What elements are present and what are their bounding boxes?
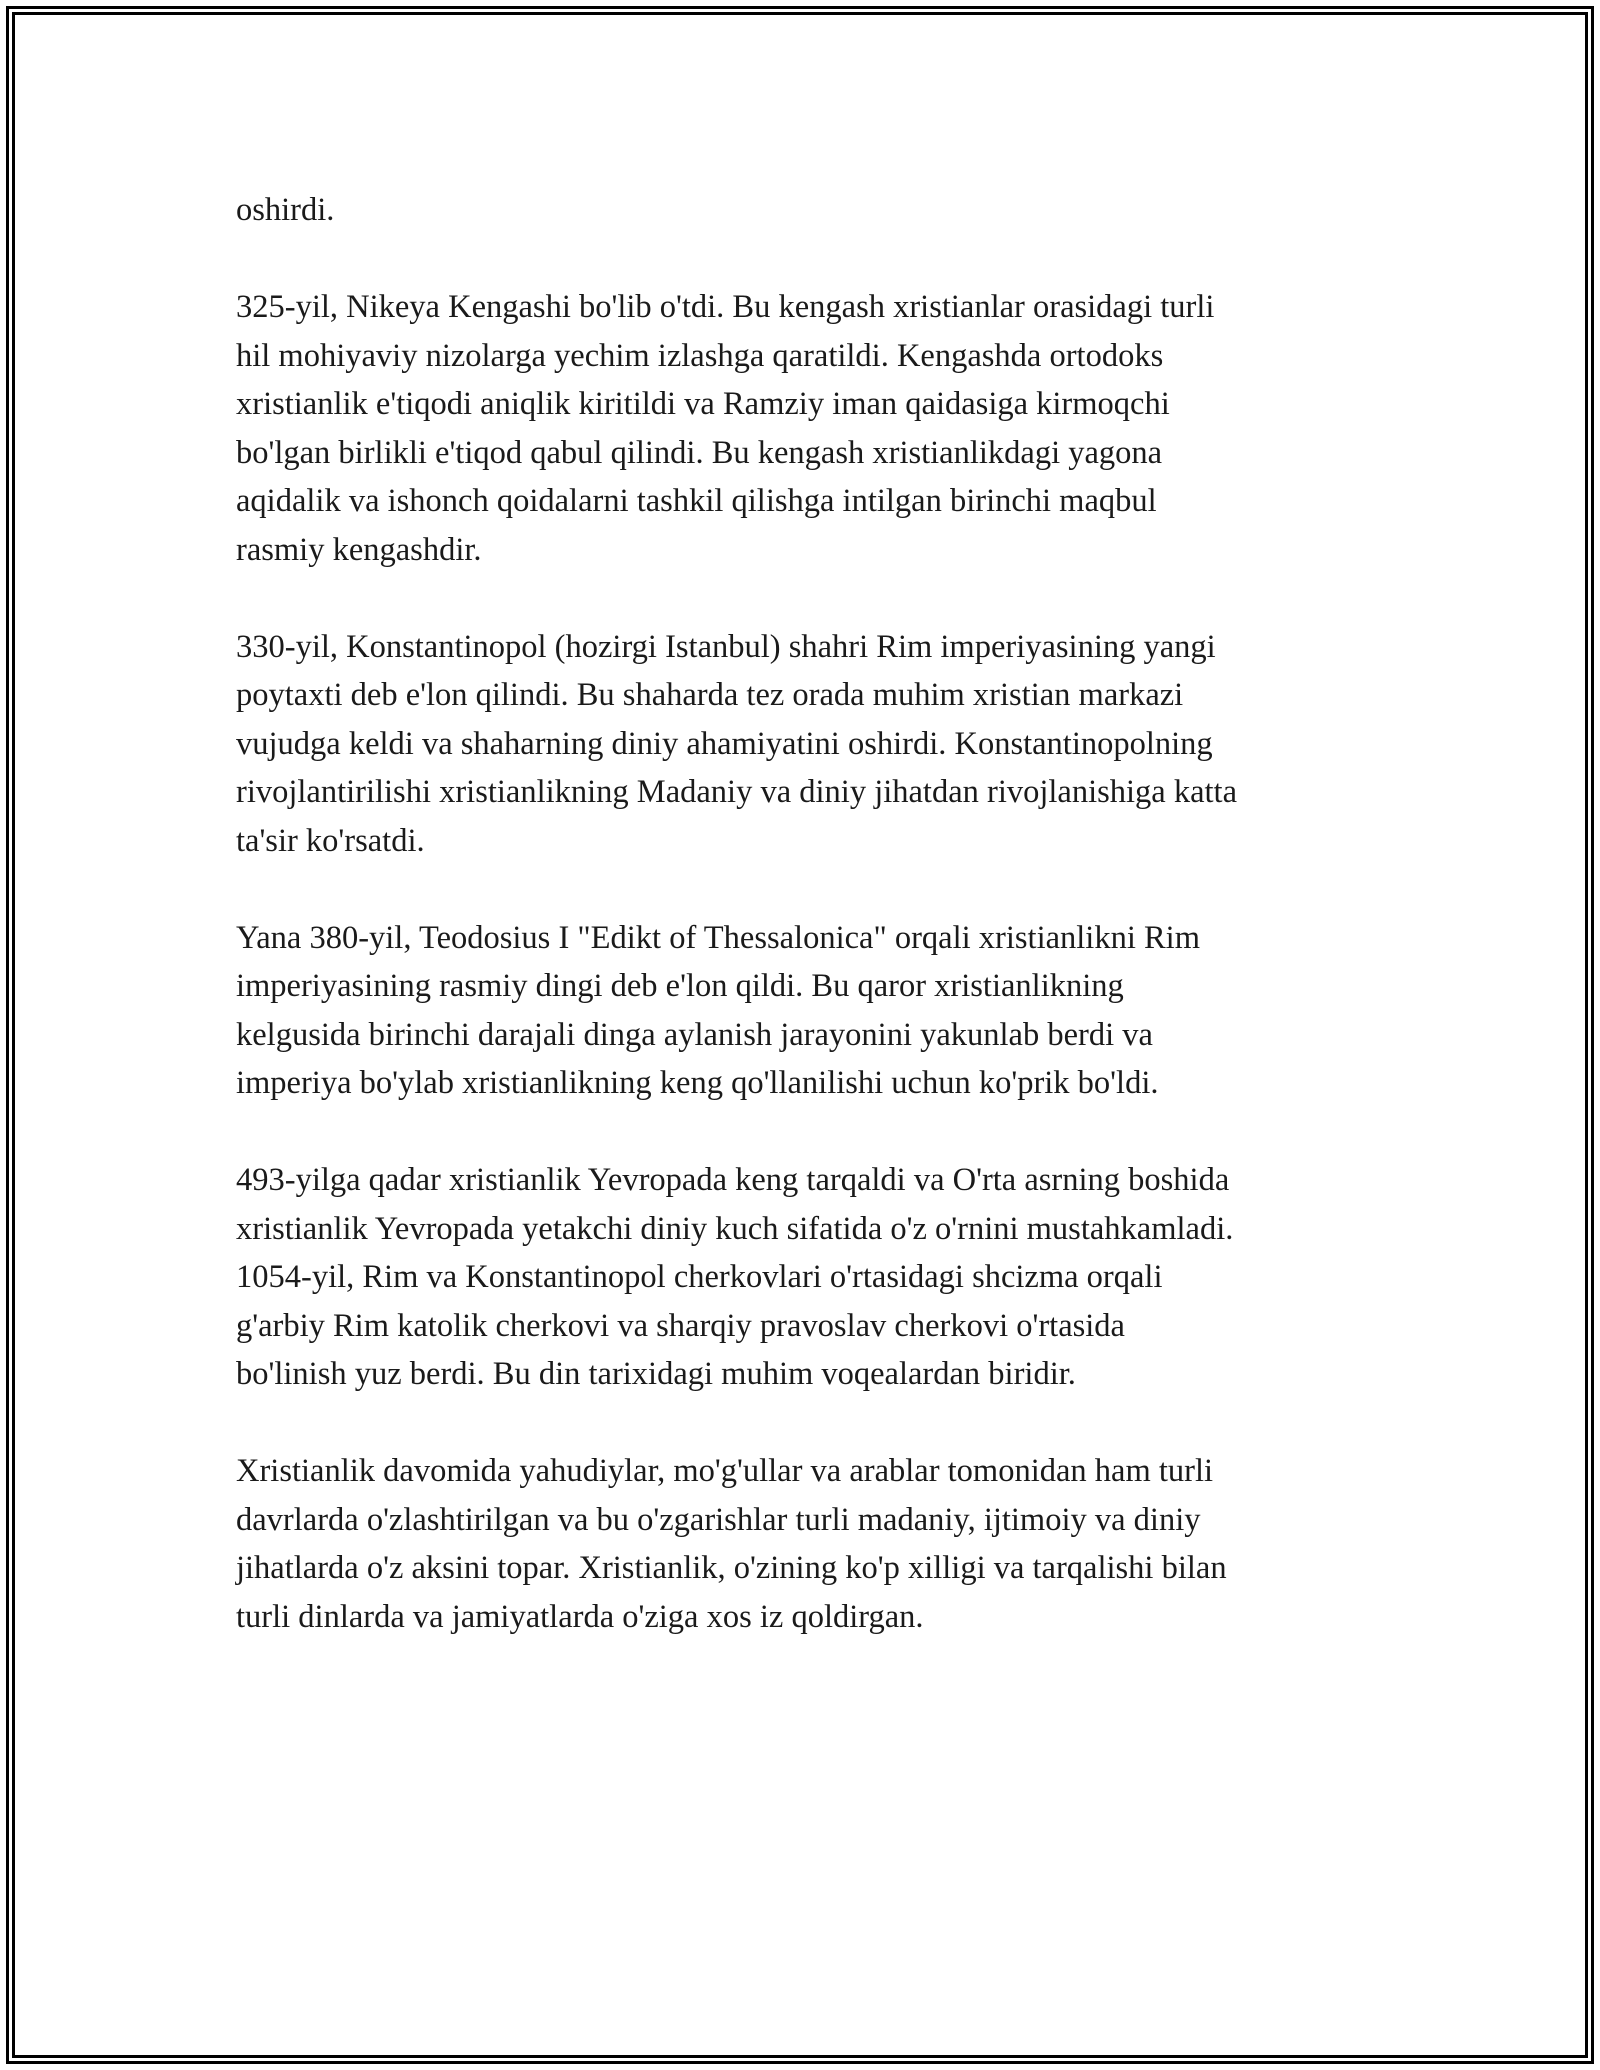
- document-body: [236, 186, 1376, 1641]
- paragraph-diversity: Xristianlik davomida yahudiylar, mo'g'ullar va arablar tomonidan ham turli davrlarda o'zlashtirilgan va bu o'zgarishlar turli madaniy, ijtimoiy va diniy jihatlarda o'z aksini topar. Xristianlik, o'zining ko'p xilligi va tarqalishi bilan turli dinlarda va jamiyatlarda o'ziga xos iz qoldirgan.: [236, 1453, 1227, 1635]
- paragraph-council-of-nicaea: 325-yil, Nikeya Kengashi bo'lib o'tdi. Bu kengash xristianlar orasidagi turli hil mohiyaviy nizolarga yechim izlashga qaratildi. Kengashda ortodoks xristianlik e'tiqodi aniqlik kiritildi va Ramziy iman qaidasiga kirmoqchi bo'lgan birlikli e'tiqod qabul qilindi. Bu kengash xristianlikdagi yagona aqidalik va ishonch qoidalarni tashkil qilishga intilgan birinchi maqbul rasmiy kengashdir.: [236, 289, 1215, 568]
- paragraph-edict-of-thessalonica: Yana 380-yil, Teodosius I "Edikt of Thessalonica" orqali xristianlikni Rim imperiyasining rasmiy dingi deb e'lon qildi. Bu qaror xristianlikning kelgusida birinchi darajali dinga aylanish jarayonini yakunlab berdi va imperiya bo'ylab xristianlikning keng qo'llanilishi uchun ko'prik bo'ldi.: [236, 919, 1200, 1101]
- paragraph-continuation: oshirdi.: [236, 192, 335, 228]
- paragraph-constantinople: 330-yil, Konstantinopol (hozirgi Istanbul) shahri Rim imperiyasining yangi poytaxti deb e'lon qilindi. Bu shaharda tez orada muhim xristian markazi vujudga keldi va shaharning diniy ahamiyatini oshirdi. Konstantinopolning rivojlantirilishi xristianlikning Madaniy va diniy jihatdan rivojlanishiga katta ta'sir ko'rsatdi.: [236, 628, 1238, 859]
- paragraph-europe-schism: 493-yilga qadar xristianlik Yevropada keng tarqaldi va O'rta asrning boshida xristianlik Yevropada yetakchi diniy kuch sifatida o'z o'rnini mustahkamladi. 1054-yil, Rim va Konstantinopol cherkovlari o'rtasidagi shcizma orqali g'arbiy Rim katolik cherkovi va sharqiy pravoslav cherkovi o'rtasida bo'linish yuz berdi. Bu din tarixidagi muhim voqealardan biridir.: [236, 1162, 1234, 1392]
